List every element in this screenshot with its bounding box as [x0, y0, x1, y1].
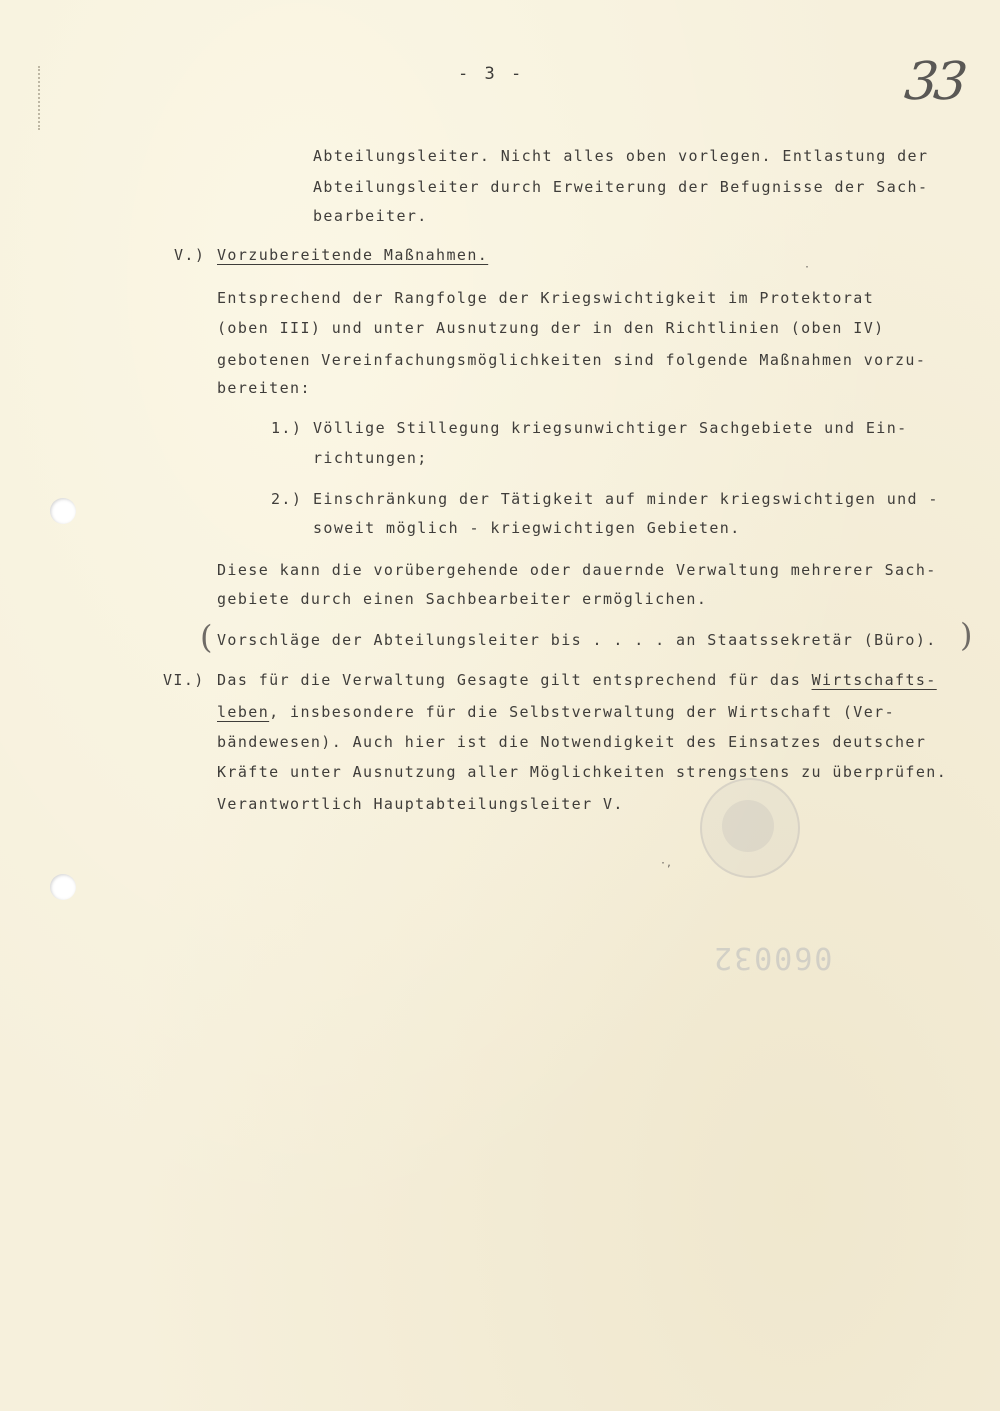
underlined-term: Wirtschafts- [811, 671, 937, 689]
faded-stamp-center [722, 800, 774, 852]
list-item-text: richtungen; [313, 449, 428, 467]
text-line: Entsprechend der Rangfolge der Kriegswichtigkeit im Protektorat [217, 289, 875, 307]
text-line [217, 670, 937, 690]
text-line: Diese kann die vorübergehende oder dauernde Verwaltung mehrerer Sach- [217, 561, 937, 579]
text-line-bracketed: Vorschläge der Abteilungsleiter bis . . . . an Staatssekretär (Büro). [217, 631, 937, 649]
list-item-text: Völlige Stillegung kriegsunwichtiger Sachgebiete und Ein- [313, 419, 908, 437]
section-v-number: V.) [174, 246, 206, 264]
text-line: bändewesen). Auch hier ist die Notwendigkeit des Einsatzes deutscher [217, 733, 927, 751]
faded-stamp-icon [700, 778, 800, 878]
punch-hole-top [50, 498, 76, 524]
text-line: Verantwortlich Hauptabteilungsleiter V. [217, 795, 624, 813]
text-line: Kräfte unter Ausnutzung aller Möglichkeiten strengstens zu überprüfen. [217, 763, 948, 781]
handwritten-bracket-right-icon: ) [960, 616, 973, 654]
list-item-text: soweit möglich - kriegwichtigen Gebieten. [313, 519, 741, 537]
punch-hole-bottom [50, 874, 76, 900]
handwritten-folio-number: 33 [901, 52, 967, 112]
stray-mark-icon: · [804, 262, 811, 273]
bleed-through-number: 060032 [712, 940, 833, 975]
binding-holes [38, 66, 54, 130]
list-item-number: 2.) [271, 490, 303, 508]
text-line [217, 702, 895, 722]
text-line: gebotenen Vereinfachungsmöglichkeiten sind folgende Maßnahmen vorzu- [217, 351, 927, 369]
text-line: Abteilungsleiter durch Erweiterung der Befugnisse der Sach- [313, 178, 929, 196]
text-line: (oben III) und unter Ausnutzung der in den Richtlinien (oben IV) [217, 319, 885, 337]
list-item-number: 1.) [271, 419, 303, 437]
section-vi-number: VI.) [163, 671, 205, 689]
underlined-term: leben [217, 703, 270, 721]
section-v-heading: Vorzubereitende Maßnahmen. [217, 246, 489, 264]
list-item-text: Einschränkung der Tätigkeit auf minder kriegswichtigen und - [313, 490, 939, 508]
text-line: bereiten: [217, 379, 311, 397]
handwritten-bracket-left-icon: ( [200, 618, 213, 656]
stray-mark-icon: ·, [660, 858, 673, 869]
text-line: bearbeiter. [313, 207, 428, 225]
text-line: gebiete durch einen Sachbearbeiter ermöglichen. [217, 590, 708, 608]
text-span: Das für die Verwaltung Gesagte gilt entsprechend für das [217, 671, 812, 689]
text-line: Abteilungsleiter. Nicht alles oben vorlegen. Entlastung der [313, 147, 929, 165]
text-span: , insbesondere für die Selbstverwaltung der Wirtschaft (Ver- [269, 703, 896, 721]
page-number: - 3 - [458, 64, 525, 84]
